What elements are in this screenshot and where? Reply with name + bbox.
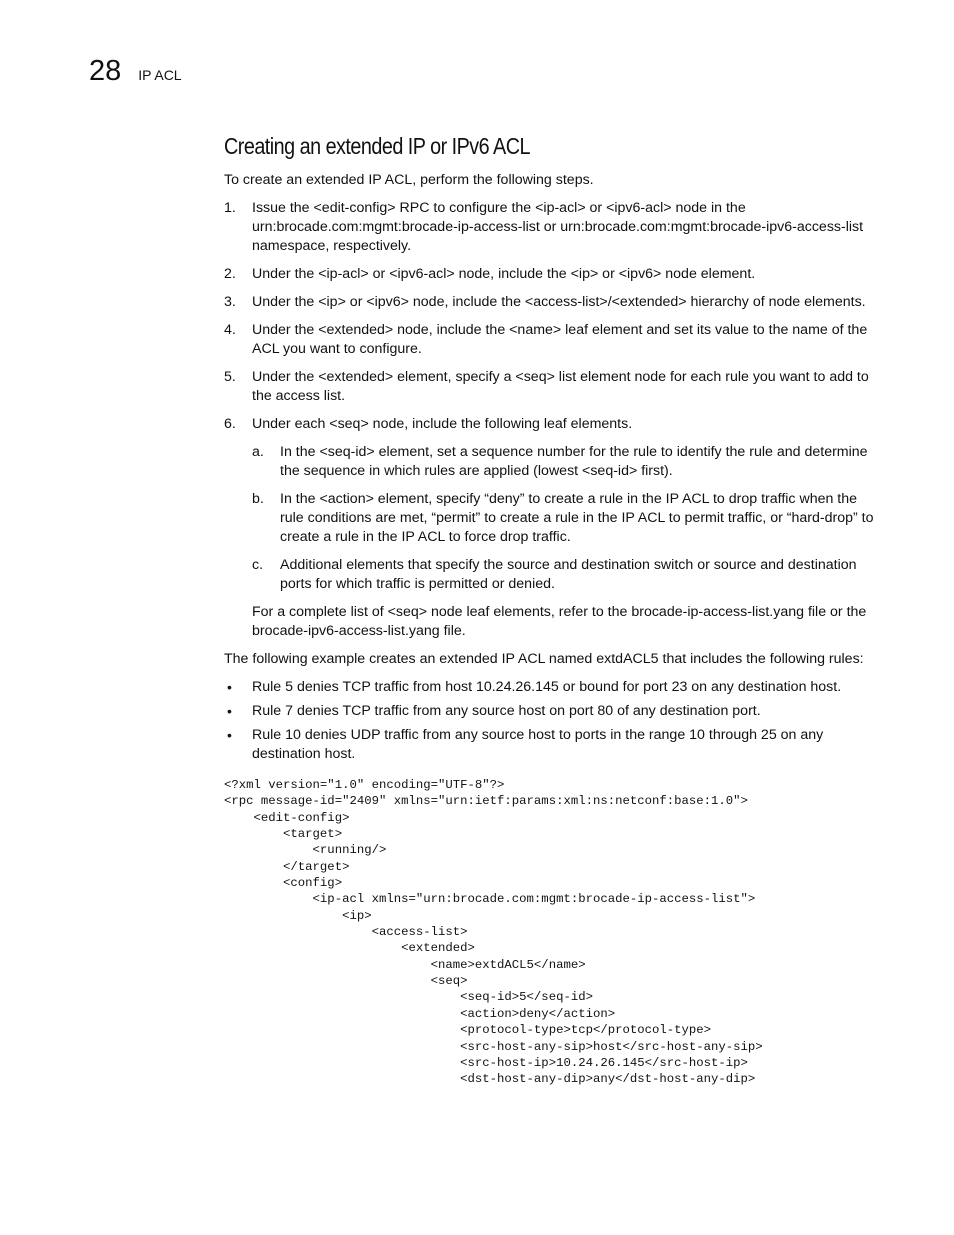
step-item [224, 293, 874, 312]
section-title: Creating an extended IP or IPv6 ACL [224, 133, 530, 159]
step-item [224, 265, 874, 284]
substep-letter: c. [252, 557, 264, 573]
step-number: 5. [224, 369, 236, 385]
substep-item [252, 556, 874, 594]
step-number: 3. [224, 294, 236, 310]
step-text: Under the <ip> or <ipv6> node, include the <access-list>/<extended> hierarchy of node elements. [252, 294, 866, 310]
step-text: Issue the <edit-config> RPC to configure the <ip-acl> or <ipv6-acl> node in the urn:brocade.com:mgmt:brocade-ip-access-list or urn:brocade.com:mgmt:brocade-ipv6-access-list namespace, respectively. [252, 200, 864, 254]
bullet-item [224, 726, 874, 764]
substep-text: In the <action> element, specify “deny” to create a rule in the IP ACL to drop traffic when the rule conditions are met, “permit” to create a rule in the IP ACL to permit traffic, or “hard-drop” to create a rule in the IP ACL to force drop traffic. [280, 491, 874, 545]
substeps-list [252, 443, 874, 594]
chapter-title: IP ACL [138, 67, 182, 83]
step-number: 4. [224, 322, 236, 338]
step-number: 6. [224, 416, 236, 432]
bullet-icon: • [227, 703, 232, 719]
steps-list [224, 199, 874, 594]
substep-letter: a. [252, 444, 264, 460]
step-text: Under the <extended> node, include the <name> leaf element and set its value to the name of the ACL you want to configure. [252, 322, 868, 357]
substep-letter: b. [252, 491, 264, 507]
step-text: Under the <extended> element, specify a <seq> list element node for each rule you want to add to the access list. [252, 369, 869, 404]
step-item [224, 199, 874, 256]
step-text: Under the <ip-acl> or <ipv6-acl> node, include the <ip> or <ipv6> node element. [252, 266, 756, 282]
note-paragraph: For a complete list of <seq> node leaf elements, refer to the brocade-ip-access-list.yang file or the brocade-ipv6-access-list.yang file. [252, 604, 867, 639]
substep-text: Additional elements that specify the source and destination switch or source and destination ports for which traffic is permitted or denied. [280, 557, 857, 592]
step-item [224, 321, 874, 359]
main-content [224, 131, 874, 1088]
bullet-icon: • [227, 679, 232, 695]
step-item [224, 368, 874, 406]
rules-bullet-list [224, 678, 874, 764]
intro-paragraph: To create an extended IP ACL, perform the following steps. [224, 172, 594, 188]
bullet-item [224, 702, 874, 721]
chapter-number: 28 [89, 55, 122, 87]
bullet-text: Rule 7 denies TCP traffic from any source host on port 80 of any destination port. [252, 703, 761, 719]
bullet-icon: • [227, 727, 232, 743]
substep-item [252, 443, 874, 481]
substep-text: In the <seq-id> element, set a sequence number for the rule to identify the rule and determine the sequence in which rules are applied (lowest <seq-id> first). [280, 444, 868, 479]
xml-code-example: <?xml version="1.0" encoding="UTF-8"?> <rpc message-id="2409" xmlns="urn:ietf:params:xml:ns:netconf:base:1.0"> <edit-config> <target> <running/> </target> <config> <ip-acl xmlns="urn:brocade.com:mgmt:brocade-ip-access-list"> <ip> <access-list> <extended> <name>extdACL5</name> <seq> <seq-id>5</seq-id> <action>deny</action> <protocol-type>tcp</protocol-type> <src-host-any-sip>host</src-host-any-sip> <src-host-ip>10.24.26.145</src-host-ip> <dst-host-any-dip>any</dst-host-any-dip> [224, 778, 763, 1087]
bullet-text: Rule 5 denies TCP traffic from host 10.24.26.145 or bound for port 23 on any destination host. [252, 679, 842, 695]
step-text: Under each <seq> node, include the following leaf elements. [252, 416, 633, 432]
example-intro-paragraph: The following example creates an extended IP ACL named extdACL5 that includes the following rules: [224, 651, 864, 667]
bullet-text: Rule 10 denies UDP traffic from any source host to ports in the range 10 through 25 on any destination host. [252, 727, 824, 762]
step-number: 1. [224, 200, 236, 216]
bullet-item [224, 678, 874, 697]
step-item [224, 415, 874, 594]
step-number: 2. [224, 266, 236, 282]
substep-item [252, 490, 874, 547]
page-header [89, 55, 182, 87]
